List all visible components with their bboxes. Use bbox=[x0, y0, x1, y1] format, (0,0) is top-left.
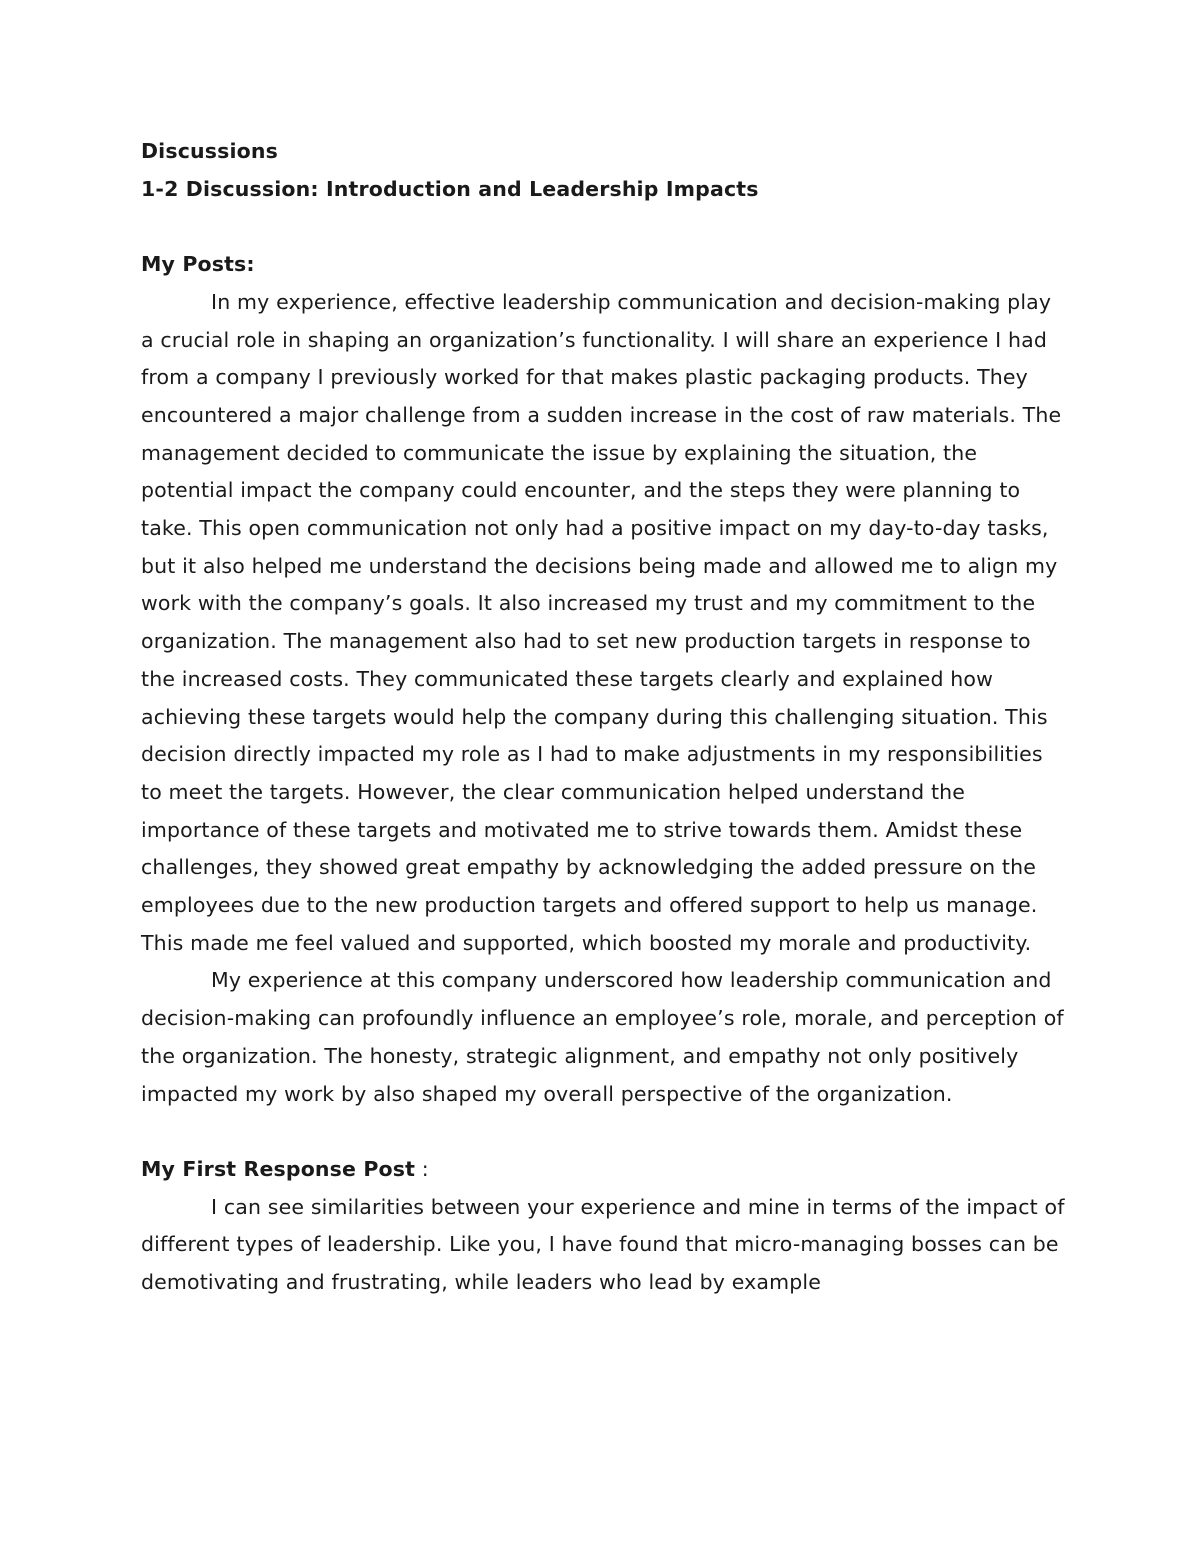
my-posts-label: My Posts: bbox=[141, 252, 255, 277]
document-body bbox=[141, 133, 1066, 1302]
my-posts-paragraph-2: My experience at this company underscored how leadership communication and decision-making can profoundly influence an employee’s role, morale, and perception of the organization. The honesty, strategic alignment, and empathy not only positively impacted my work by also shaped my overall perspective of the organization. bbox=[141, 968, 1064, 1106]
my-posts-paragraph-1: In my experience, effective leadership communication and decision-making play a crucial role in shaping an organization’s functionality. I will share an experience I had from a company I previously worked for that makes plastic packaging products. They encountered a major challenge from a sudden increase in the cost of raw materials. The management decided to communicate the issue by explaining the situation, the potential impact the company could encounter, and the steps they were planning to take. This open communication not only had a positive impact on my day-to-day tasks, but it also helped me understand the decisions being made and allowed me to align my work with the company’s goals. It also increased my trust and my commitment to the organization. The management also had to set new production targets in response to the increased costs. They communicated these targets clearly and explained how achieving these targets would help the company during this challenging situation. This decision directly impacted my role as I had to make adjustments in my responsibilities to meet the targets. However, the clear communication helped understand the importance of these targets and motivated me to strive towards them. Amidst these challenges, they showed great empathy by acknowledging the added pressure on the employees due to the new production targets and offered support to help us manage. This made me feel valued and supported, which boosted my morale and productivity. bbox=[141, 289, 1062, 955]
first-response-label: My First Response Post bbox=[141, 1156, 416, 1181]
document-heading: Discussions bbox=[141, 139, 278, 163]
blank-line bbox=[141, 1113, 1066, 1151]
first-response-label-line bbox=[141, 1151, 1066, 1189]
first-response-label-suffix: : bbox=[415, 1156, 429, 1181]
discussion-title: 1-2 Discussion: Introduction and Leadership Impacts bbox=[141, 176, 759, 201]
blank-line bbox=[141, 208, 1066, 246]
first-response-paragraph-1: I can see similarities between your experience and mine in terms of the impact of different types of leadership. Like you, I have found that micro-managing bosses can be demotivating and frustrating, while leaders who lead by example bbox=[141, 1194, 1065, 1295]
